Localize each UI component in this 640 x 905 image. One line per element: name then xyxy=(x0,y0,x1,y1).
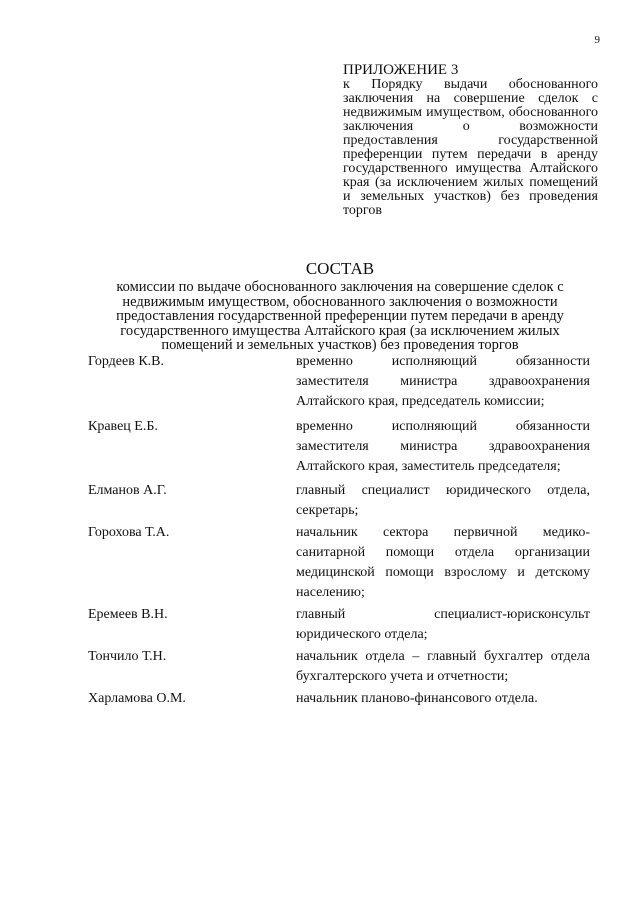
members-list xyxy=(88,352,590,709)
member-name: Тончило Т.Н. xyxy=(88,649,167,664)
page-number: 9 xyxy=(594,34,600,46)
member-role: главный специалист-юрисконсульт юридического отдела; xyxy=(296,607,590,642)
member-name: Елманов А.Г. xyxy=(88,483,167,498)
member-row xyxy=(88,481,590,521)
member-row xyxy=(88,647,590,687)
member-row xyxy=(88,689,590,709)
appendix-block xyxy=(343,62,598,218)
member-role: начальник отдела – главный бухгалтер отдела бухгалтерского учета и отчетности; xyxy=(296,649,590,684)
member-name: Еремеев В.Н. xyxy=(88,607,168,622)
member-name: Горохова Т.А. xyxy=(88,525,170,540)
member-role: главный специалист юридического отдела, секретарь; xyxy=(296,483,590,518)
member-row xyxy=(88,605,590,645)
member-name: Харламова О.М. xyxy=(88,691,186,706)
member-name: Кравец Е.Б. xyxy=(88,419,158,434)
member-role: временно исполняющий обязанности заместителя министра здравоохранения Алтайского края, заместитель председателя; xyxy=(296,419,590,474)
composition-heading xyxy=(95,260,585,353)
member-row xyxy=(88,417,590,477)
composition-subtitle: комиссии по выдаче обоснованного заключения на совершение сделок с недвижимым имуществом, обоснованного заключения о возможности предоставления государственной преференции путем передачи в аренду государственного имущества Алтайского края (за исключением жилых помещений и земельных участков) без проведения торгов xyxy=(116,279,564,353)
appendix-text: к Порядку выдачи обоснованного заключения на совершение сделок с недвижимым имуществом, обоснованного заключения о возможности предоставления государственной преференции путем передачи в аренду государственного имущества Алтайского края (за исключением жилых помещений и земельных участков) без проведения торгов xyxy=(343,77,598,218)
member-row xyxy=(88,352,590,412)
member-name: Гордеев К.В. xyxy=(88,354,165,369)
member-row xyxy=(88,523,590,603)
member-role: начальник планово-финансового отдела. xyxy=(296,691,538,706)
composition-title: СОСТАВ xyxy=(305,259,375,278)
member-role: начальник сектора первичной медико-санитарной помощи отдела организации медицинской помощи взрослому и детскому населению; xyxy=(296,525,590,600)
member-role: временно исполняющий обязанности заместителя министра здравоохранения Алтайского края, председатель комиссии; xyxy=(296,354,590,409)
appendix-title: ПРИЛОЖЕНИЕ 3 xyxy=(343,62,459,78)
